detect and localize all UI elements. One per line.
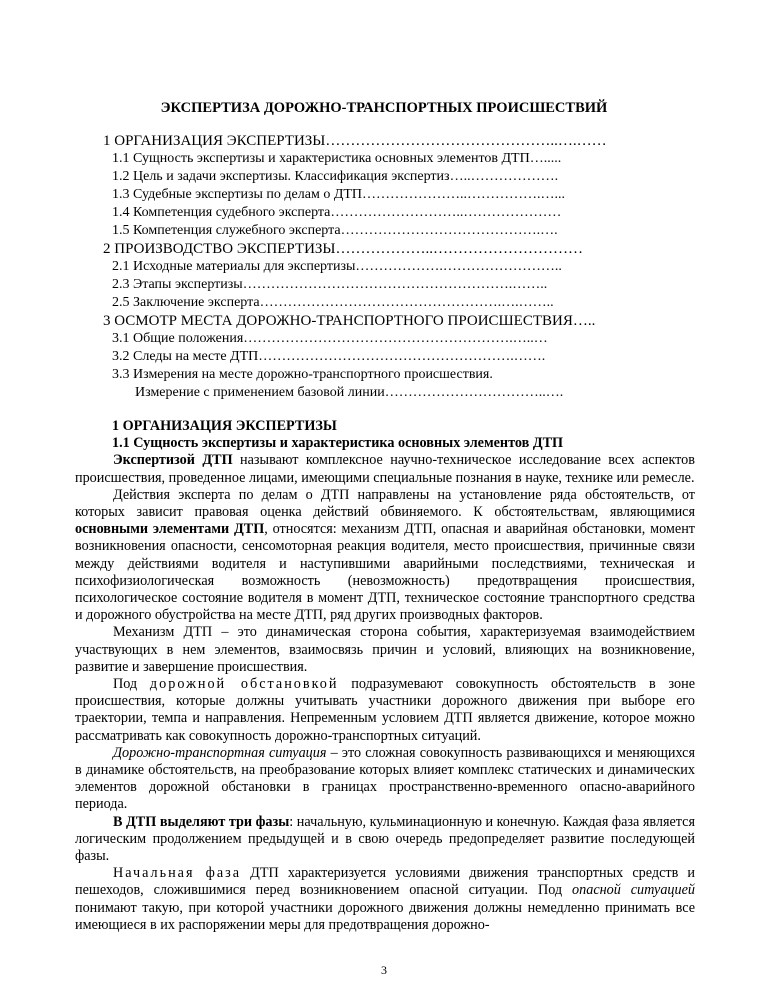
toc-entry[interactable]: 2.3 Этапы экспертизы………………………………………………….…….. <box>112 277 548 292</box>
toc-entry[interactable]: 1.2 Цель и задачи экспертизы. Классификация экспертиз…..………………. <box>112 169 559 184</box>
toc-entry[interactable]: 1 ОРГАНИЗАЦИЯ ЭКСПЕРТИЗЫ………………………………………..….…… <box>103 133 607 149</box>
paragraph: Механизм ДТП – это динамическая сторона события, характеризуемая взаимодействием участвующих в нем элементов, взаимосвязь причин и условий, влияющих на возникновение, развитие и завершение происшествия. <box>75 624 695 675</box>
bold-term: основными элементами ДТП <box>75 521 265 538</box>
paragraph: В ДТП выделяют три фазы: начальную, кульминационную и конечную. Каждая фаза является логическим продолжением предыдущей и в свою очередь предопределяет развитие последующей фазы. <box>75 813 695 865</box>
toc-entry[interactable]: 1.4 Компетенция судебного эксперта………………………..………………… <box>112 205 562 220</box>
spaced-term: дорожной обстановкой <box>149 676 339 693</box>
spaced-term: Начальная фаза <box>113 865 242 882</box>
page-number: 3 <box>381 963 387 977</box>
toc-entry[interactable]: 1.5 Компетенция служебного эксперта…………………………………….…. <box>112 223 558 238</box>
paragraph: Под дорожной обстановкой подразумевают совокупность обстоятельств в зоне происшествия, которые должны учитывать участники дорожного движения при выборе его траектории, темпа и направления. Непременным условием ДТП является движение, которое можно рассматривать как совокупность дорожно-транспортных ситуаций. <box>75 676 695 744</box>
section-heading: 1 ОРГАНИЗАЦИЯ ЭКСПЕРТИЗЫ <box>112 418 337 434</box>
toc-entry[interactable]: 3.2 Следы на месте ДТП……………………………………………….……. <box>112 349 546 364</box>
body-text <box>75 418 695 934</box>
toc-entry[interactable]: 3.1 Общие положения………………………………………………….…..… <box>112 331 548 346</box>
paragraph: Начальная фаза ДТП характеризуется условиями движения транспортных средств и пешеходов, сложившимися перед возникновением опасной ситуации. Под опасной ситуацией понимают такую, при которой участники дорожного движения должны немедленно принимать все имеющиеся в их распоряжении меры для предотвращения дорожно- <box>75 865 696 933</box>
toc-entry[interactable]: 2.1 Исходные материалы для экспертизы……………….…………………….. <box>112 259 562 274</box>
italic-term: опасной ситуацией <box>572 882 696 899</box>
toc-entry[interactable]: 2.5 Заключение эксперта…………………………………………….….…….. <box>112 295 554 310</box>
subsection-heading: 1.1 Сущность экспертизы и характеристика основных элементов ДТП <box>112 435 564 452</box>
paragraph: Экспертизой ДТП называют комплексное научно-техническое исследование всех аспектов происшествия, проведенное лицами, имеющими специальные познания в науке, технике или ремесле. <box>75 452 695 486</box>
toc-entry[interactable]: 1.1 Сущность экспертизы и характеристика основных элементов ДТП…..... <box>112 151 562 166</box>
toc-entry[interactable]: 3 ОСМОТР МЕСТА ДОРОЖНО-ТРАНСПОРТНОГО ПРОИСШЕСТВИЯ….. <box>103 313 596 329</box>
toc-entry[interactable]: Измерение с применением базовой линии……………………………..…. <box>135 385 564 400</box>
bold-term: Экспертизой ДТП <box>113 452 233 469</box>
toc-entry[interactable]: 2 ПРОИЗВОДСТВО ЭКСПЕРТИЗЫ………………..………………………… <box>103 241 584 257</box>
document-title: ЭКСПЕРТИЗА ДОРОЖНО-ТРАНСПОРТНЫХ ПРОИСШЕСТВИЙ <box>160 100 608 116</box>
toc-entry[interactable]: 1.3 Судебные экспертизы по делам о ДТП…………………..…………….…... <box>112 187 566 202</box>
italic-term: Дорожно-транспортная ситуация <box>113 744 327 761</box>
paragraph: Дорожно-транспортная ситуация – это сложная совокупность развивающихся и меняющихся в динамике обстоятельств, на преобразование которых влияет комплекс статических и динамических элементов дорожной обстановки в границах пространственно-временного опасно-аварийного периода. <box>75 744 695 813</box>
bold-term: В ДТП выделяют три фазы <box>113 813 290 830</box>
toc-entry[interactable]: 3.3 Измерения на месте дорожно-транспортного происшествия. <box>112 367 493 382</box>
paragraph: Действия эксперта по делам о ДТП направлены на установление ряда обстоятельств, от которых зависит правовая оценка действий обвиняемого. К обстоятельствам, являющимися основными элементами ДТП, относятся: механизм ДТП, опасная и аварийная обстановки, момент возникновения опасности, сенсомоторная реакция водителя, место происшествия, причинные связи между действиями водителя и наступившими аварийными последствиями, техническая и психофизиологическая возможность (невозможность) предотвращения происшествия, психологическое состояние водителя в момент ДТП, техническое состояние транспортного средства и дорожного обустройства на месте ДТП, ряд других производных факторов. <box>75 486 695 624</box>
